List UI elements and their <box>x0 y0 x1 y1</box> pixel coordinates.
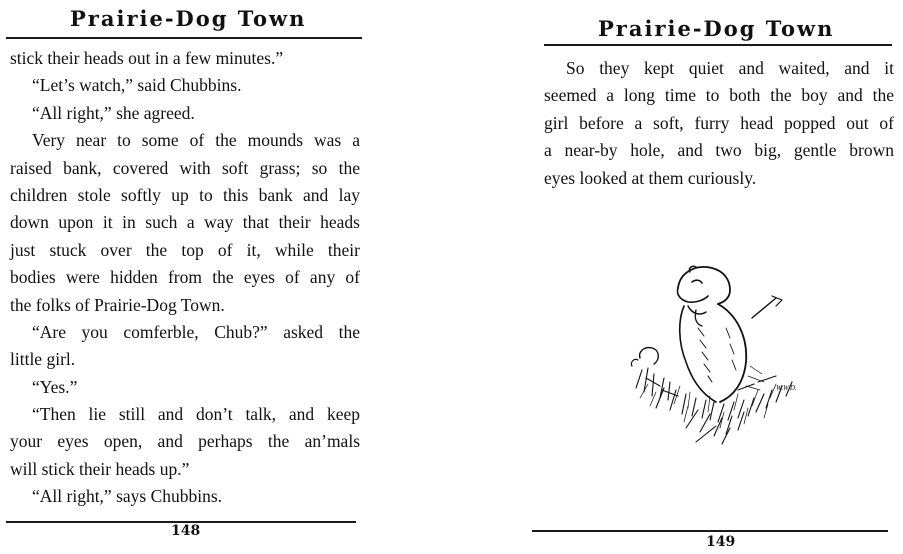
left-running-head: Prairie-Dog Town <box>70 6 307 31</box>
text-line: “All right,” says Chubbins. <box>32 486 223 507</box>
text-line: seemed a long time to both the boy and the <box>544 85 894 106</box>
text-line: stick their heads out in a few minutes.” <box>10 48 284 68</box>
text-line: “Let’s watch,” said Chubbins. <box>32 75 242 96</box>
right-page <box>530 0 903 554</box>
text-line: “Are you comferble, Chub?” asked the <box>32 321 360 342</box>
text-line: “Then lie still and don’t talk, and keep <box>32 404 360 425</box>
text-line: will stick their heads up.” <box>10 458 190 479</box>
text-line: your eyes open, and perhaps the an’mals <box>10 431 360 452</box>
text-line: “Yes.” <box>32 376 78 397</box>
prairie-dog-illustration <box>626 258 816 448</box>
text-line: bodies were hidden from the eyes of any of <box>10 267 360 288</box>
illustration-signature: W.W.D. <box>776 384 797 392</box>
text-line: girl before a soft, furry head popped out of <box>544 112 894 133</box>
text-line: a near-by hole, and two big, gentle brown <box>544 140 894 161</box>
left-page-number: 148 <box>171 523 201 539</box>
text-line: children stole softly up to this bank and lay <box>10 184 360 205</box>
text-line: eyes looked at them curiously. <box>544 167 757 188</box>
right-page-number: 149 <box>706 534 736 550</box>
right-text-block <box>544 55 894 192</box>
text-line: Very near to some of the mounds was a <box>32 130 360 151</box>
text-line: just stuck over the top of it, while their <box>10 239 360 260</box>
text-line: raised bank, covered with soft grass; so the <box>10 157 360 178</box>
text-line: down upon it in such a way that their heads <box>10 212 360 233</box>
right-foot-rule <box>532 530 888 532</box>
left-head-rule <box>6 37 362 39</box>
left-text-block <box>10 45 360 511</box>
text-line: little girl. <box>10 349 76 370</box>
right-running-head: Prairie-Dog Town <box>598 16 835 41</box>
text-line: So they kept quiet and waited, and it <box>566 58 894 78</box>
right-head-rule <box>544 44 892 46</box>
text-line: “All right,” she agreed. <box>32 102 195 123</box>
left-page <box>0 0 372 554</box>
text-line: the folks of Prairie-Dog Town. <box>10 294 225 315</box>
